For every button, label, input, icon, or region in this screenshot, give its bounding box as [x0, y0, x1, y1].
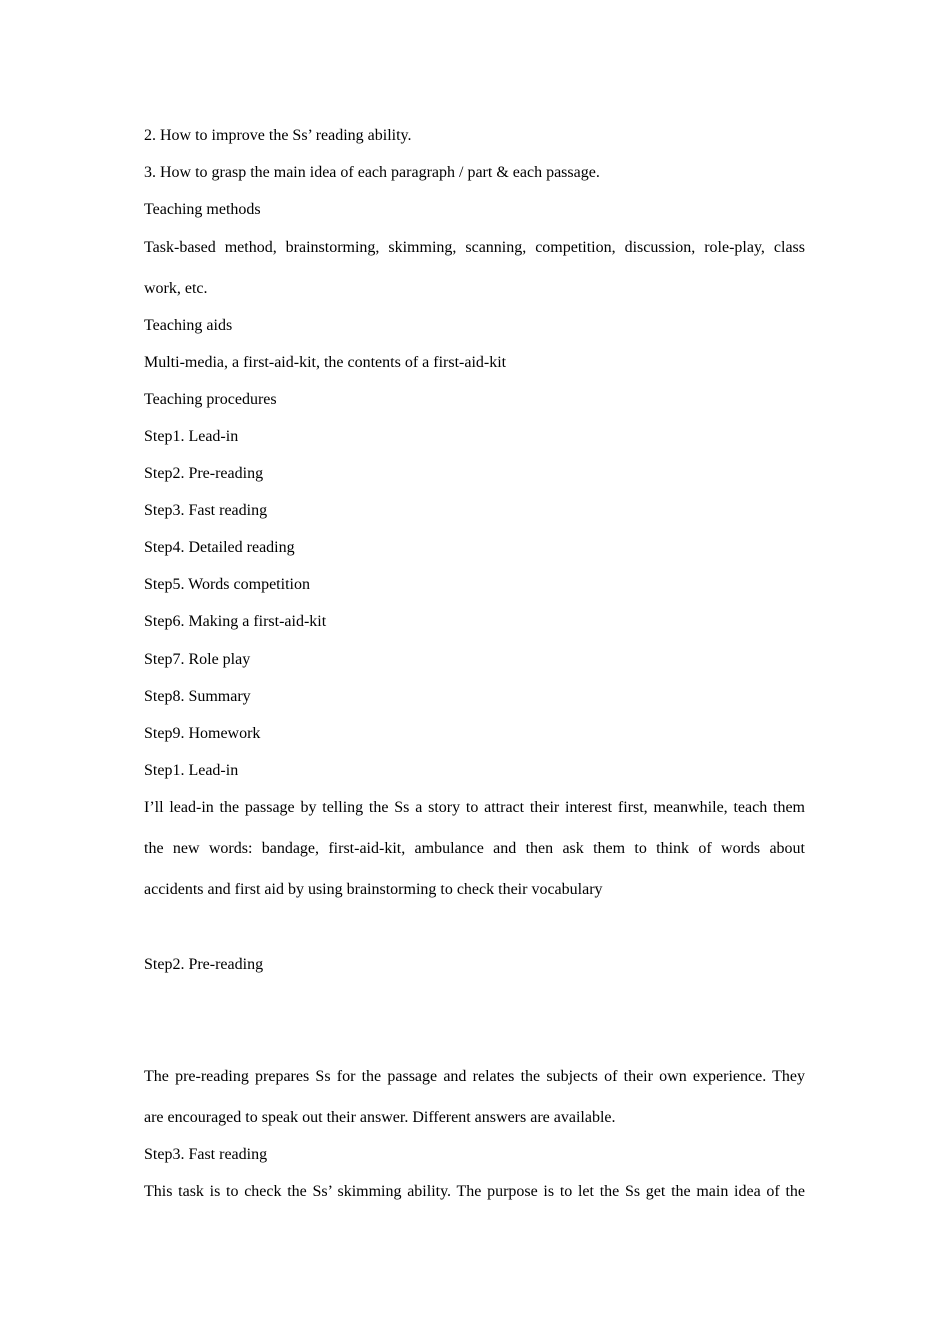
teaching-methods-text-line-2: work, etc. [144, 280, 208, 297]
procedure-step-4: Step4. Detailed reading [144, 539, 295, 556]
teaching-aids-text: Multi-media, a first-aid-kit, the contents of a first-aid-kit [144, 354, 507, 371]
procedure-step-9: Step9. Homework [144, 725, 261, 742]
procedure-step-1: Step1. Lead-in [144, 428, 239, 445]
procedure-step-7: Step7. Role play [144, 651, 251, 668]
procedure-step-2: Step2. Pre-reading [144, 465, 264, 482]
lead-in-text-line-3: accidents and first aid by using brainstorming to check their vocabulary [144, 881, 603, 898]
heading-teaching-methods: Teaching methods [144, 201, 261, 218]
heading-teaching-procedures: Teaching procedures [144, 391, 277, 408]
heading-teaching-aids: Teaching aids [144, 317, 233, 334]
pre-reading-text-line-1: The pre-reading prepares Ss for the passage and relates the subjects of their own experience. They [144, 1068, 805, 1085]
teaching-methods-text-line-1: Task-based method, brainstorming, skimming, scanning, competition, discussion, role-play, class [144, 239, 805, 256]
lead-in-text-line-2: the new words: bandage, first-aid-kit, ambulance and then ask them to think of words about [144, 840, 805, 857]
pre-reading-text-line-2: are encouraged to speak out their answer. Different answers are available. [144, 1109, 616, 1126]
objective-item-3: 3. How to grasp the main idea of each paragraph / part & each passage. [144, 164, 600, 181]
heading-step2-pre-reading: Step2. Pre-reading [144, 956, 264, 973]
heading-step3-fast-reading: Step3. Fast reading [144, 1146, 268, 1163]
procedure-step-5: Step5. Words competition [144, 576, 310, 593]
fast-reading-text-line-1: This task is to check the Ss’ skimming ability. The purpose is to let the Ss get the main idea of the [144, 1183, 805, 1200]
procedure-step-6: Step6. Making a first-aid-kit [144, 613, 327, 630]
objective-item-2: 2. How to improve the Ss’ reading ability. [144, 127, 412, 144]
procedure-step-8: Step8. Summary [144, 688, 251, 705]
lead-in-text-line-1: I’ll lead-in the passage by telling the Ss a story to attract their interest first, meanwhile, teach them [144, 799, 805, 816]
heading-step1-lead-in: Step1. Lead-in [144, 762, 239, 779]
procedure-step-3: Step3. Fast reading [144, 502, 268, 519]
